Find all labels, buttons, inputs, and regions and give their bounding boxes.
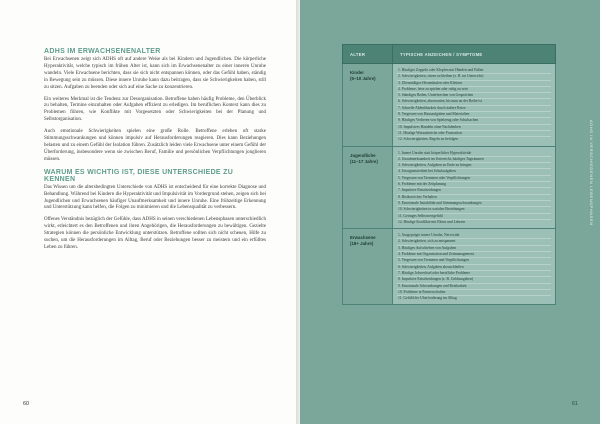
symptom-list [393, 147, 555, 229]
list-item: 11. Häufige Wutausbrüche oder Frustration [397, 131, 551, 137]
paragraph: Ein weiteres Merkmal ist die Tendenz zur Desorganisation. Betroffene haben häufig Probleme, den Überblick zu behalten, Termine einzuhalten oder Aufgaben effizient zu erledigen. Im beruflichen Kontext kann dies zu Problemen führen, wie Konflikte mit Vorgesetzten oder Schwierigkeiten bei der Planung und Selbstorganisation. [44, 96, 266, 123]
list-item: 3. Übermäßiges Herumlaufen oder Klettern [397, 81, 551, 87]
list-item: 8. Risikoreiches Verhalten [397, 195, 551, 201]
list-item: 4. Probleme, leise zu spielen oder ruhig zu sein [397, 87, 551, 93]
age-range: (5–10 Jahre) [350, 76, 376, 81]
list-item: 8. Vergessen von Hausaufgaben und Materialien [397, 112, 551, 118]
list-item: 3. Häufiges Aufschieben von Aufgaben [397, 246, 551, 252]
paragraph: Auch emotionale Schwierigkeiten spielen eine große Rolle. Betroffene erleben oft starke Stimmungsschwankungen und können impulsiv auf Herausforderungen reagieren. Dies kann Beziehungen belasten und zu einem Gefühl der Isolation führen. Zusätzlich leiden viele Erwachsene unter einem Gefühl der Überforderung, insbesondere wenn sie zwischen Beruf, Familie und persönlichen Verpflichtungen jonglieren müssen. [44, 129, 266, 162]
list-item: 1. Häufiges Zappeln oder Klopfen mit Händen und Füßen [397, 68, 551, 74]
list-item: 5. Ständiges Reden, Unterbrechen von Gesprächen [397, 93, 551, 99]
page-number-right: 61 [571, 401, 578, 407]
table-group-children [342, 64, 556, 147]
list-item: 10. Impulsives Handeln ohne Nachdenken [397, 125, 551, 131]
paragraph: Offenes Verständnis bezüglich der Gefühle, dass ADHS in seinen verschiedenen Lebensphasen unterschiedlich wirkt, erleichtert es den Betroffenen und ihren Angehörigen, die Herausforderungen zu bewältigen. Gezielte Strategien können die persönliche Entwicklung unterstützen. Betroffene sollten sich nicht scheuen, Hilfe zu suchen, um die Herausforderungen im Alltag, Beruf oder Beziehungen besser zu meistern und ein erfülltes Leben zu führen. [44, 217, 266, 250]
list-item: 12. Häufige Konflikte mit Eltern und Lehrern [398, 219, 466, 224]
left-page [0, 0, 296, 424]
list-item: 12. Schwierigkeiten, Regeln zu befolgen [398, 137, 459, 142]
list-item: 5. Vergessen von Terminen und Verpflichtungen [397, 258, 551, 264]
header-age: ALTER [343, 45, 393, 63]
header-symptoms: TYPISCHE ANZEICHEN / SYMPTOME [400, 51, 483, 57]
page-number-left: 60 [23, 401, 30, 407]
table-group-adults [342, 229, 556, 305]
age-title: Jugendliche [350, 152, 376, 158]
paragraph: Bei Erwachsenen zeigt sich ADHS oft auf andere Weise als bei Kindern und Jugendlichen. Die körperliche Hyperaktivität, welche typisch im frühen Alter ist, kann sich im Erwachsenenalter zu einer inneren Unruhe wandeln. Viele Erwachsene berichten, dass sie sich nicht entspannen können, oder das Gefühl haben, ständig in Bewegung sein zu müssen. Diese innere Unruhe kann dazu beitragen, dass sie Schwierigkeiten haben, still zu sitzen. Aufgaben zu beenden oder sich auf eine Sache zu konzentrieren. [44, 57, 266, 90]
list-item: 3. Schwierigkeiten, Aufgaben zu Ende zu bringen [397, 163, 551, 169]
list-item: 7. Häufige Jobwechsel oder berufliche Probleme [397, 271, 551, 277]
list-item: 11. Gefühl der Überforderung im Alltag [398, 296, 457, 301]
age-title: Erwachsene [350, 235, 376, 241]
list-item: 6. Schwierigkeiten, abzuwarten, bis man an der Reihe ist [397, 99, 551, 105]
age-cell [343, 147, 393, 229]
age-range: (11–17 Jahre) [350, 158, 378, 164]
chapter-side-label: ADHS IN VERSCHIEDENEN LEBENSPHASEN [589, 120, 594, 226]
left-page-content [44, 48, 266, 257]
list-item: 1. Ausgeprägte innere Unruhe, Nervosität [397, 233, 551, 239]
list-item: 7. Schnelle Ablenkbarkeit durch äußere Reize [397, 106, 551, 112]
list-item: 7. Impulsive Entscheidungen [397, 188, 551, 194]
right-page [300, 0, 600, 424]
list-item: 5. Vergessen von Terminen oder Verpflichtungen [397, 176, 551, 182]
list-item: 10. Probleme in Partnerschaften [397, 290, 551, 296]
list-item: 2. Unaufmerksamkeit im Unterricht, häufiges Tagträumen [397, 157, 551, 163]
list-item: 8. Impulsive Entscheidungen (z. B. Geldausgaben) [397, 277, 551, 283]
list-item: 2. Schwierigkeiten, sich zu entspannen [397, 239, 551, 245]
list-item: 9. Emotionale Instabilität und Stimmungsschwankungen [397, 201, 551, 207]
section-heading-adult: ADHS IM ERWACHSENENALTER [44, 48, 161, 55]
table-group-teens [342, 147, 556, 230]
list-item: 9. Emotionale Schwankungen und Reizbarkeit [397, 284, 551, 290]
age-cell [343, 229, 393, 304]
list-item: 10. Schwierigkeiten in sozialen Beziehungen [397, 207, 551, 213]
symptom-list [393, 64, 555, 146]
list-item: 1. Innere Unruhe statt körperlicher Hyperaktivität [397, 151, 551, 157]
list-item: 9. Häufiges Verlieren von Spielzeug oder Schulsachen [397, 118, 551, 124]
age-range: (18+ Jahre) [350, 241, 374, 247]
list-item: 11. Geringes Selbstwertgefühl [397, 214, 551, 220]
list-item: 6. Probleme mit der Zeitplanung [397, 182, 551, 188]
list-item: 4. Unorganisiertheit bei Schulaufgaben [397, 169, 551, 175]
list-item: 2. Schwierigkeiten, sitzen zu bleiben (z. B. im Unterricht) [397, 74, 551, 80]
symptom-list [393, 229, 555, 304]
list-item: 6. Schwierigkeiten, Aufgaben abzuschließen [397, 265, 551, 271]
table-header [342, 44, 556, 64]
age-cell [343, 64, 393, 146]
list-item: 4. Probleme mit Organisation und Zeitmanagement [397, 252, 551, 258]
symptom-table [342, 44, 556, 374]
paragraph: Das Wissen um die altersbedingten Unterschiede von ADHS ist entscheidend für eine korrekte Diagnose und Behandlung. Während bei Kindern die Hyperaktivität und Impulsivität im Vordergrund stehen, zeigen sich bei Jugendlichen und Erwachsenen häufiger Unaufmerksamkeit und innere Unruhe. Eine frühzeitige Erkennung und Unterstützung kann helfen, die Folgen zu minimieren und die Lebensqualität zu verbessern. [44, 184, 266, 211]
age-title: Kinder [350, 70, 364, 75]
section-heading-why: WARUM ES WICHTIG IST, DIESE UNTERSCHIEDE ZU KENNEN [44, 168, 234, 183]
